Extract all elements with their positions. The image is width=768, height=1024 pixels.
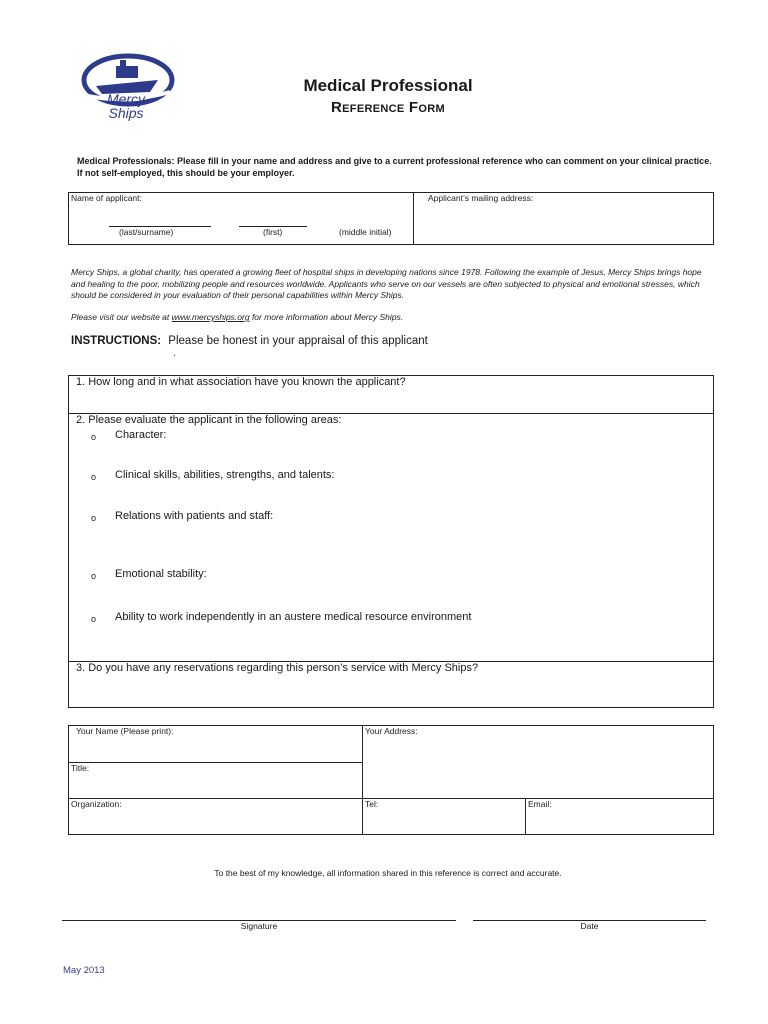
tel-label: Tel: — [365, 799, 379, 809]
title-label: Title: — [71, 763, 90, 773]
website-prefix: Please visit our website at — [71, 312, 172, 322]
certification-statement: To the best of my knowledge, all information shared in this reference is correct and accurate. — [214, 868, 562, 878]
footer-date: May 2013 — [63, 965, 105, 976]
middle-initial-label: (middle initial) — [339, 227, 392, 237]
name-title-divider — [69, 762, 362, 763]
form-subtitle: Reference Form — [331, 99, 445, 116]
applicant-box-divider — [413, 193, 414, 244]
svg-text:Ships: Ships — [108, 105, 144, 121]
organization-label: Organization: — [71, 799, 122, 809]
applicant-box — [68, 192, 714, 245]
instructions-dot: . — [173, 348, 176, 359]
applicant-name-label: Name of applicant: — [71, 193, 142, 203]
tel-email-divider — [525, 798, 526, 834]
instructions-text: Please be honest in your appraisal of this applicant — [168, 335, 428, 347]
instructions-label: INSTRUCTIONS: — [71, 335, 162, 347]
question-1: 1. How long and in what association have you known the applicant? — [76, 376, 406, 388]
mercy-ships-logo — [78, 52, 178, 122]
bullet-icon: o — [91, 432, 97, 442]
mailing-address-label: Applicant’s mailing address: — [428, 193, 534, 203]
website-line — [71, 312, 711, 324]
questions-box — [68, 375, 714, 708]
reference-info-box — [68, 725, 714, 835]
signature-label: Signature — [240, 921, 278, 931]
mercy-ships-description: Mercy Ships, a global charity, has operated a growing fleet of hospital ships in developing nations since 1978. Following the example of Jesus, Mercy Ships brings hope and healing to the poor, mobilizing people and resources worldwide. Applicants who serve on our vessels are often subjected to physical and emotional stresses, which should be considered in your evaluation of their personal capabilities within Mercy Ships. — [71, 267, 702, 300]
form-title: Medical Professional — [303, 76, 473, 95]
area-emotional-stability: Emotional stability: — [115, 568, 207, 580]
area-independence: Ability to work independently in an austere medical resource environment — [115, 611, 472, 623]
reference-box-divider — [362, 726, 363, 834]
bullet-icon: o — [91, 571, 97, 581]
area-relations: Relations with patients and staff: — [115, 510, 274, 522]
question-2: 2. Please evaluate the applicant in the following areas: — [76, 414, 342, 426]
ship-emblem-icon — [78, 52, 178, 122]
svg-text:Mercy: Mercy — [106, 91, 146, 107]
bullet-icon: o — [91, 472, 97, 482]
area-character: Character: — [115, 429, 167, 441]
bullet-icon: o — [91, 513, 97, 523]
first-name-label: (first) — [263, 227, 283, 237]
bullet-icon: o — [91, 614, 97, 624]
intro-text: Medical Professionals: Please fill in your name and address and give to a current professional reference who can comment on your clinical practice. If not self-employed, this should be your employer. — [77, 156, 712, 178]
last-name-label: (last/surname) — [119, 227, 174, 237]
organization-divider — [69, 798, 713, 799]
website-link[interactable]: www.mercyships.org — [171, 312, 250, 322]
area-clinical-skills: Clinical skills, abilities, strengths, and talents: — [115, 469, 335, 481]
email-label: Email: — [528, 799, 552, 809]
your-address-label: Your Address: — [365, 726, 418, 736]
question-3: 3. Do you have any reservations regarding this person’s service with Mercy Ships? — [76, 662, 479, 674]
instructions — [71, 335, 428, 347]
your-name-label: Your Name (Please print): — [76, 726, 174, 736]
website-suffix: for more information about Mercy Ships. — [249, 312, 404, 322]
date-label: Date — [580, 921, 599, 931]
